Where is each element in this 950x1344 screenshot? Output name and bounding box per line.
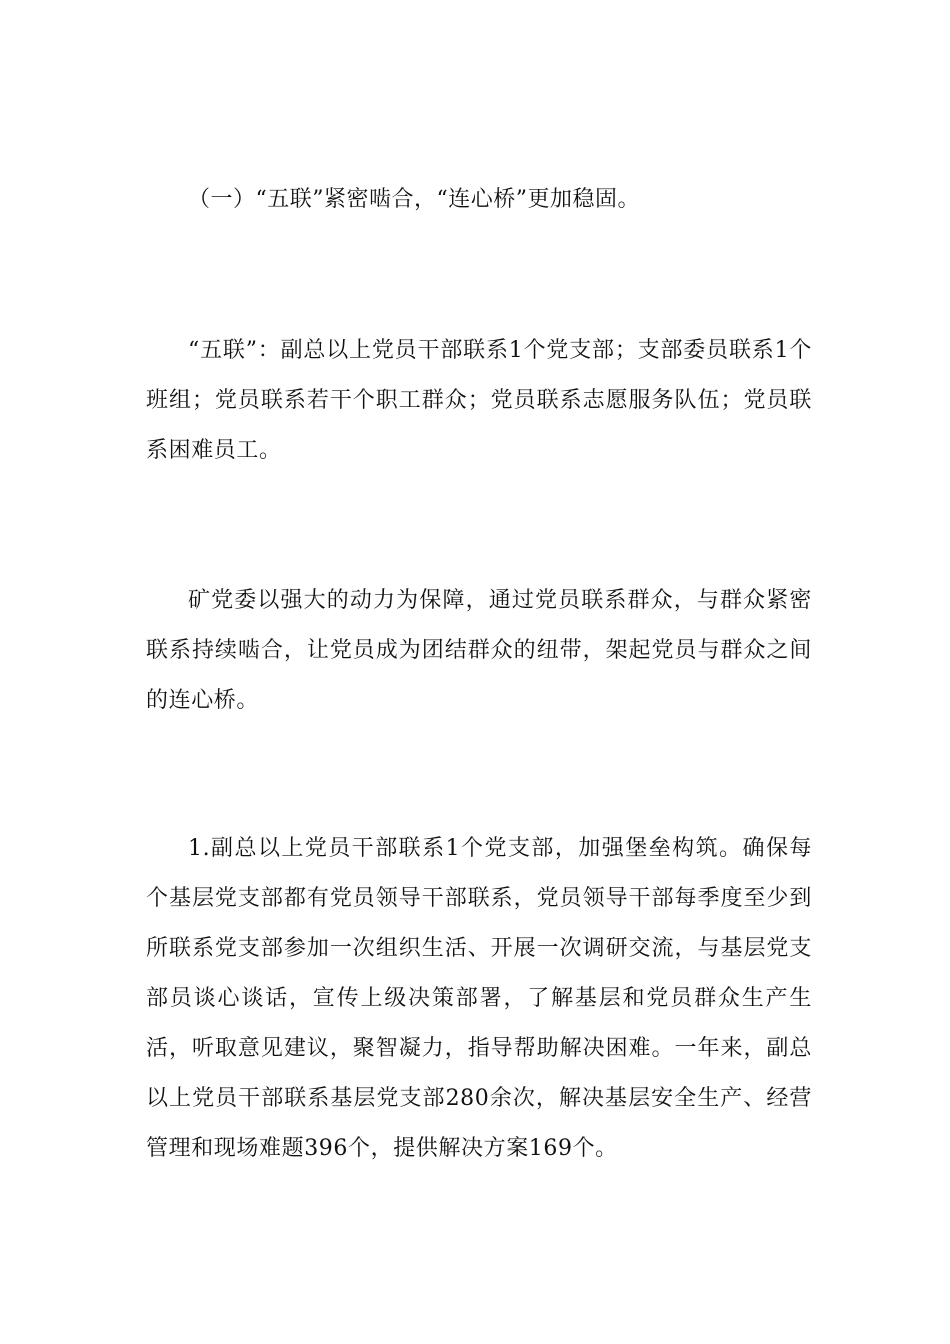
section-heading: （一）“五联”紧密啮合，“连心桥”更加稳固。 [188, 187, 640, 212]
paragraph-party-committee: 矿党委以强大的动力为保障，通过党员联系群众，与群众紧密联系持续啮合，让党员成为团结群众的纽带，架起党员与群众之间的连心桥。 [146, 588, 812, 713]
paragraph-five-links: “五联”：副总以上党员干部联系1个党支部；支部委员联系1个班组；党员联系若干个职工群众；党员联系志愿服务队伍；党员联系困难员工。 [146, 338, 812, 463]
paragraph-item-1: 1.副总以上党员干部联系1个党支部，加强堡垒构筑。确保每个基层党支部都有党员领导干部联系，党员领导干部每季度至少到所联系党支部参加一次组织生活、开展一次调研交流，与基层党支部员谈心谈话，宣传上级决策部署，了解基层和党员群众生产生活，听取意见建议，聚智凝力，指导帮助解决困难。一年来，副总以上党员干部联系基层党支部280余次，解决基层安全生产、经营管理和现场难题396个，提供解决方案169个。 [146, 836, 812, 1161]
